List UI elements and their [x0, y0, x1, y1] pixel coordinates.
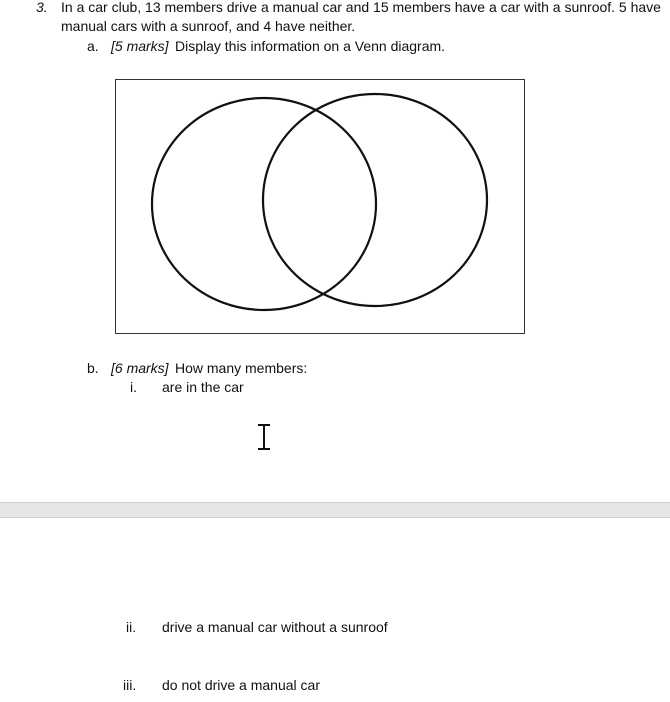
question-text-line-1: In a car club, 13 members drive a manual car and 15 members have a car with a sunroof. 5 have [61, 0, 661, 15]
text-cursor-icon [255, 423, 273, 454]
sub-item-text: do not drive a manual car [162, 677, 320, 693]
question-number: 3. [36, 0, 48, 15]
part-b-label: b. [87, 360, 99, 376]
venn-canvas [116, 80, 524, 333]
sub-item-label: ii. [126, 619, 137, 635]
sub-item-label: iii. [123, 677, 137, 693]
part-a-text: Display this information on a Venn diagram. [175, 38, 446, 54]
part-b-text: How many members: [175, 360, 308, 376]
question-text-line-2: manual cars with a sunroof, and 4 have neither. [61, 18, 356, 34]
venn-diagram[interactable] [115, 79, 525, 334]
part-a-label: a. [87, 38, 99, 54]
sub-item-label: i. [130, 379, 137, 395]
part-b-marks: [6 marks] [111, 360, 169, 376]
page-break [0, 502, 670, 518]
part-a-marks: [5 marks] [111, 38, 169, 54]
sub-item-text: drive a manual car without a sunroof [162, 619, 388, 635]
sub-item-text: are in the car [162, 379, 244, 395]
